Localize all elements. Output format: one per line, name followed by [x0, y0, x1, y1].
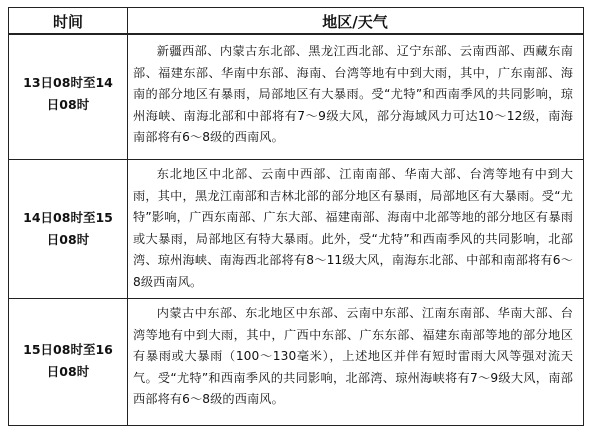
- time-line-2: 日08时: [46, 97, 90, 112]
- weather-description: 新疆西部、内蒙古东北部、黑龙江西北部、辽宁东部、云南西部、西藏东南部、福建东部、华南中东部、海南、台湾等地有中到大雨，其中，广东南部、海南的部分地区有暴雨，局部地区有大暴雨。受“尤特”和西南季风的共同影响，琼州海峡、南海北部和中部将有7～9级大风，部分海域风力可达10～12级，南海南部将有6～8级的西南风。: [133, 44, 573, 145]
- time-line-1: 15日08时至16: [23, 342, 113, 357]
- time-cell: [9, 339, 127, 383]
- time-line-2: 日08时: [46, 364, 90, 379]
- time-cell: [9, 72, 127, 116]
- weather-description: 内蒙古中东部、东北地区中东部、云南中东部、江南东南部、华南大部、台湾等地有中到大雨，其中，广西中东部、广东东部、福建东南部等地的部分地区有暴雨或大暴雨（100～130毫米），上述地区并伴有短时雷雨大风等强对流天气。受“尤特”和西南季风的共同影响，北部湾、琼州海峡将有7～9级大风，南部西部将有6～8级的西南风。: [133, 306, 573, 407]
- weather-description: 东北地区中北部、云南中西部、江南南部、华南大部、台湾等地有中到大雨，其中，黑龙江南部和吉林北部的部分地区有暴雨，局部地区有大暴雨。受“尤特”影响，广西东南部、广东大部、福建南部、海南中北部等地的部分地区有暴雨或大暴雨，局部地区有特大暴雨。此外，受“尤特”和西南季风的共同影响，北部湾、琼州海峡、南海西北部将有8～11级大风，南海东北部、中部和南部将有6～8级西南风。: [133, 167, 573, 289]
- time-line-2: 日08时: [46, 232, 90, 247]
- table-row: [9, 299, 583, 425]
- header-region-weather: 地区/天气: [322, 13, 388, 31]
- header-time: 时间: [52, 13, 83, 31]
- table-row: [9, 35, 583, 159]
- time-line-1: 14日08时至15: [23, 210, 113, 225]
- table-row: [9, 160, 583, 298]
- time-cell: [9, 207, 127, 251]
- weather-forecast-table: [8, 7, 584, 426]
- time-line-1: 13日08时至14: [23, 75, 113, 90]
